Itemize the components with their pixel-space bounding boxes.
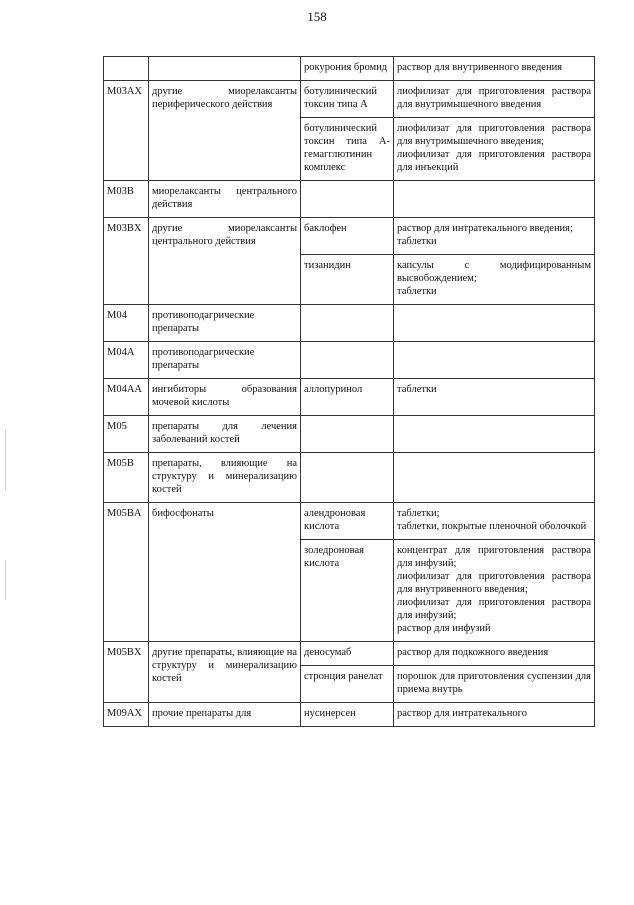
drug-table	[103, 56, 595, 727]
drug-name-cell: тизанидин	[301, 255, 394, 305]
table-body	[104, 57, 595, 727]
scan-edge-mark	[5, 560, 6, 600]
table-row	[104, 703, 595, 727]
atc-code-cell: M04A	[104, 342, 149, 379]
drug-name-cell: аллопуринол	[301, 379, 394, 416]
drug-name-cell: ботулинический токсин типа А	[301, 81, 394, 118]
atc-code-cell: M04	[104, 305, 149, 342]
group-name-cell: ингибиторы образования мочевой кислоты	[149, 379, 301, 416]
dosage-form-cell: раствор для интратекального введения; таблетки	[394, 218, 595, 255]
atc-code-cell: M04AA	[104, 379, 149, 416]
dosage-form-cell	[394, 305, 595, 342]
group-name-cell: препараты для лечения заболеваний костей	[149, 416, 301, 453]
dosage-form-cell: раствор для внутривенного введения	[394, 57, 595, 81]
drug-name-cell	[301, 416, 394, 453]
atc-code-cell: M03B	[104, 181, 149, 218]
dosage-form-cell	[394, 416, 595, 453]
dosage-form-cell: раствор для интратекального	[394, 703, 595, 727]
dosage-form-cell	[394, 181, 595, 218]
dosage-form-cell: капсулы с модифицированным высвобождением; таблетки	[394, 255, 595, 305]
group-name-cell: миорелаксанты центрального действия	[149, 181, 301, 218]
scan-edge-mark	[5, 430, 6, 490]
table-row	[104, 81, 595, 118]
table-row	[104, 642, 595, 666]
dosage-form-cell: лиофилизат для приготовления раствора для внутримышечного введения	[394, 81, 595, 118]
drug-name-cell	[301, 181, 394, 218]
table-row	[104, 453, 595, 503]
drug-name-cell	[301, 453, 394, 503]
group-name-cell: бифосфонаты	[149, 503, 301, 642]
dosage-form-cell: таблетки	[394, 379, 595, 416]
table-row	[104, 57, 595, 81]
dosage-form-cell	[394, 342, 595, 379]
dosage-form-cell	[394, 453, 595, 503]
drug-name-cell: рокурония бромид	[301, 57, 394, 81]
drug-name-cell: стронция ранелат	[301, 666, 394, 703]
dosage-form-cell: таблетки; таблетки, покрытые пленочной оболочкой	[394, 503, 595, 540]
drug-name-cell: деносумаб	[301, 642, 394, 666]
atc-code-cell: M05BA	[104, 503, 149, 642]
atc-code-cell: M05	[104, 416, 149, 453]
group-name-cell: другие миорелаксанты периферического действия	[149, 81, 301, 181]
table-row	[104, 416, 595, 453]
group-name-cell: противоподагрические препараты	[149, 305, 301, 342]
atc-code-cell: M05BX	[104, 642, 149, 703]
dosage-form-cell: раствор для подкожного введения	[394, 642, 595, 666]
atc-code-cell: M03AX	[104, 81, 149, 181]
drug-name-cell: алендроновая кислота	[301, 503, 394, 540]
table-row	[104, 379, 595, 416]
atc-code-cell: M09AX	[104, 703, 149, 727]
drug-name-cell: баклофен	[301, 218, 394, 255]
page-number: 158	[307, 9, 327, 24]
dosage-form-cell: концентрат для приготовления раствора для инфузий; лиофилизат для приготовления раствора для внутривенного введения; лиофилизат для приготовления раствора для инфузий; раствор для инфузий	[394, 540, 595, 642]
drug-name-cell: нусинерсен	[301, 703, 394, 727]
group-name-cell: противоподагрические препараты	[149, 342, 301, 379]
drug-name-cell: ботулинический токсин типа А-гемагглютинин комплекс	[301, 118, 394, 181]
group-name-cell	[149, 57, 301, 81]
group-name-cell: прочие препараты для	[149, 703, 301, 727]
group-name-cell: другие миорелаксанты центрального действия	[149, 218, 301, 305]
dosage-form-cell: порошок для приготовления суспензии для приема внутрь	[394, 666, 595, 703]
drug-name-cell	[301, 342, 394, 379]
group-name-cell: другие препараты, влияющие на структуру и минерализацию костей	[149, 642, 301, 703]
group-name-cell: препараты, влияющие на структуру и минерализацию костей	[149, 453, 301, 503]
table-row	[104, 305, 595, 342]
atc-code-cell: M03BX	[104, 218, 149, 305]
drug-name-cell	[301, 305, 394, 342]
table-row	[104, 503, 595, 540]
table-row	[104, 218, 595, 255]
atc-code-cell	[104, 57, 149, 81]
atc-code-cell: M05B	[104, 453, 149, 503]
table-row	[104, 181, 595, 218]
drug-name-cell: золедроновая кислота	[301, 540, 394, 642]
dosage-form-cell: лиофилизат для приготовления раствора для внутримышечного введения; лиофилизат для приготовления раствора для инъекций	[394, 118, 595, 181]
table-row	[104, 342, 595, 379]
